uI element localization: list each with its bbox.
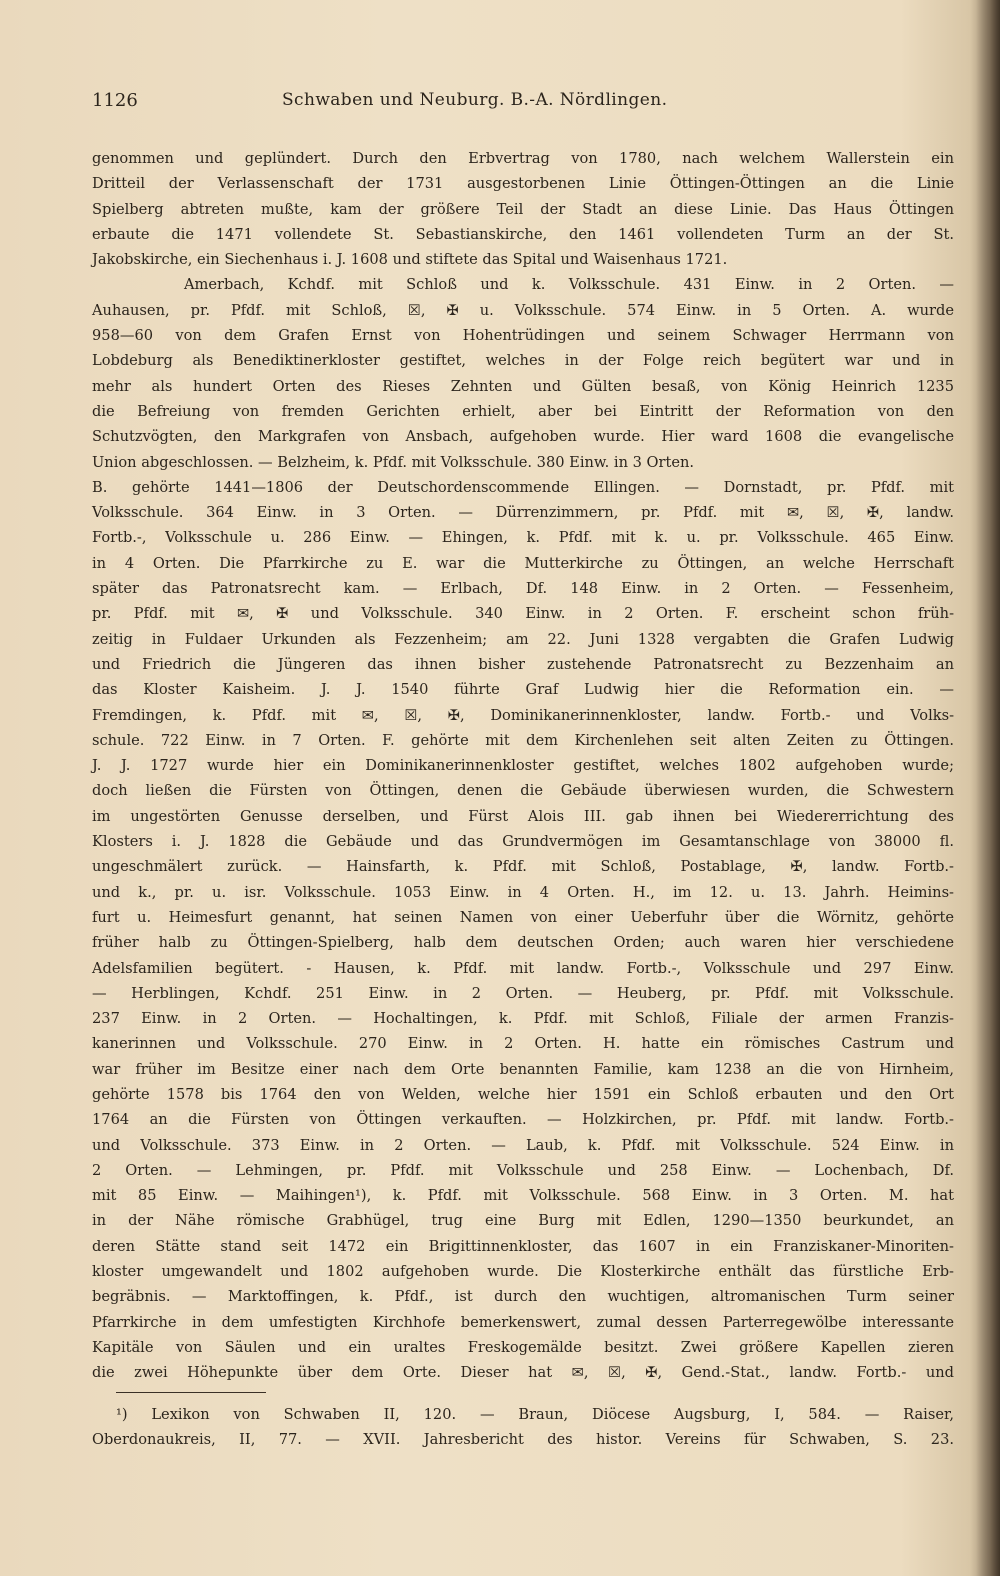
- text-line: und Friedrich die Jüngeren das ihnen bisher zustehende Patronatsrecht zu Bezzenhaim an: [92, 655, 954, 673]
- text-line: Volksschule. 364 Einw. in 3 Orten. — Dürrenzimmern, pr. Pfdf. mit ✉, ☒, ✠, landw.: [92, 504, 954, 522]
- text-line: Kapitäle von Säulen und ein uraltes Freskogemälde besitzt. Zwei größere Kapellen zieren: [92, 1338, 954, 1356]
- text-line: deren Stätte stand seit 1472 ein Brigittinnenkloster, das 1607 in ein Franziskaner-Minoriten-: [92, 1237, 954, 1255]
- text-line: Spielberg abtreten mußte, kam der größere Teil der Stadt an diese Linie. Das Haus Öttingen: [92, 200, 954, 218]
- text-line: mehr als hundert Orten des Rieses Zehnten und Gülten besaß, von König Heinrich 1235: [92, 377, 954, 395]
- text-line: pr. Pfdf. mit ✉, ✠ und Volksschule. 340 Einw. in 2 Orten. F. erscheint schon früh-: [92, 605, 954, 623]
- text-line: schule. 722 Einw. in 7 Orten. F. gehörte mit dem Kirchenlehen seit alten Zeiten zu Öttingen.: [92, 731, 954, 749]
- text-line: mit 85 Einw. — Maihingen¹), k. Pfdf. mit Volksschule. 568 Einw. in 3 Orten. M. hat: [92, 1187, 954, 1205]
- book-spine-shadow: [976, 0, 1000, 1576]
- page-number: 1126: [92, 90, 138, 111]
- text-line: später das Patronatsrecht kam. — Erlbach, Df. 148 Einw. in 2 Orten. — Fessenheim,: [92, 580, 954, 598]
- running-title: Schwaben und Neuburg. B.-A. Nördlingen.: [282, 90, 668, 110]
- text-line: — Herblingen, Kchdf. 251 Einw. in 2 Orten. — Heuberg, pr. Pfdf. mit Volksschule.: [92, 984, 954, 1002]
- text-line: die Befreiung von fremden Gerichten erhielt, aber bei Eintritt der Reformation von den: [92, 402, 954, 420]
- text-line: Amerbach, Kchdf. mit Schloß und k. Volksschule. 431 Einw. in 2 Orten. —: [184, 276, 954, 294]
- text-line: 237 Einw. in 2 Orten. — Hochaltingen, k. Pfdf. mit Schloß, Filiale der armen Franzis-: [92, 1010, 954, 1028]
- footnote-divider: [116, 1392, 266, 1393]
- page-header: [92, 90, 912, 116]
- text-line: Jakobskirche, ein Siechenhaus i. J. 1608 und stiftete das Spital und Waisenhaus 1721.: [92, 251, 728, 269]
- footnote-line: Oberdonaukreis, II, 77. — XVII. Jahresbericht des histor. Vereins für Schwaben, S. 23.: [92, 1431, 954, 1449]
- text-line: und k., pr. u. isr. Volksschule. 1053 Einw. in 4 Orten. H., im 12. u. 13. Jahrh. Heimins-: [92, 883, 954, 901]
- text-line: Dritteil der Verlassenschaft der 1731 ausgestorbenen Linie Öttingen-Öttingen an die Linie: [92, 175, 954, 193]
- text-line: im ungestörten Genusse derselben, und Fürst Alois III. gab ihnen bei Wiedererrichtung des: [92, 807, 954, 825]
- text-line: früher halb zu Öttingen-Spielberg, halb dem deutschen Orden; auch waren hier verschiedene: [92, 934, 954, 952]
- text-line: in der Nähe römische Grabhügel, trug eine Burg mit Edlen, 1290—1350 beurkundet, an: [92, 1212, 954, 1230]
- text-line: Pfarrkirche in dem umfestigten Kirchhofe bemerkenswert, zumal dessen Parterregewölbe interessante: [92, 1313, 954, 1331]
- text-line: Klosters i. J. 1828 die Gebäude und das Grundvermögen im Gesamtanschlage von 38000 fl.: [92, 833, 954, 851]
- text-line: 958—60 von dem Grafen Ernst von Hohentrüdingen und seinem Schwager Herrmann von: [92, 327, 954, 345]
- text-line: kloster umgewandelt und 1802 aufgehoben wurde. Die Klosterkirche enthält das fürstliche Erb-: [92, 1263, 954, 1281]
- text-line: in 4 Orten. Die Pfarrkirche zu E. war die Mutterkirche zu Öttingen, an welche Herrschaft: [92, 554, 954, 572]
- text-line: das Kloster Kaisheim. J. J. 1540 führte Graf Ludwig hier die Reformation ein. —: [92, 681, 954, 699]
- text-line: begräbnis. — Marktoffingen, k. Pfdf., ist durch den wuchtigen, altromanischen Turm seiner: [92, 1288, 954, 1306]
- text-line: J. J. 1727 wurde hier ein Dominikanerinnenkloster gestiftet, welches 1802 aufgehoben wurde;: [92, 757, 954, 775]
- text-line: gehörte 1578 bis 1764 den von Welden, welche hier 1591 ein Schloß erbauten und den Ort: [92, 1085, 954, 1103]
- text-line: Lobdeburg als Benediktinerkloster gestiftet, welches in der Folge reich begütert war und in: [92, 352, 954, 370]
- text-line: 2 Orten. — Lehmingen, pr. Pfdf. mit Volksschule und 258 Einw. — Lochenbach, Df.: [92, 1161, 954, 1179]
- text-line: Schutzvögten, den Markgrafen von Ansbach, aufgehoben wurde. Hier ward 1608 die evangelische: [92, 428, 954, 446]
- text-line: furt u. Heimesfurt genannt, hat seinen Namen von einer Ueberfuhr über die Wörnitz, gehörte: [92, 908, 954, 926]
- text-line: war früher im Besitze einer nach dem Orte benannten Familie, kam 1238 an die von Hirnheim,: [92, 1060, 954, 1078]
- text-line: Union abgeschlossen. — Belzheim, k. Pfdf. mit Volksschule. 380 Einw. in 3 Orten.: [92, 453, 695, 471]
- text-line: ungeschmälert zurück. — Hainsfarth, k. Pfdf. mit Schloß, Postablage, ✠, landw. Fortb.-: [92, 858, 954, 876]
- text-line: Adelsfamilien begütert. - Hausen, k. Pfdf. mit landw. Fortb.-, Volksschule und 297 Einw.: [92, 959, 954, 977]
- body-text: [92, 146, 954, 1386]
- text-line: Fremdingen, k. Pfdf. mit ✉, ☒, ✠, Dominikanerinnenkloster, landw. Fortb.- und Volks-: [92, 706, 954, 724]
- text-line: Auhausen, pr. Pfdf. mit Schloß, ☒, ✠ u. Volksschule. 574 Einw. in 5 Orten. A. wurde: [92, 301, 954, 319]
- text-line: und Volksschule. 373 Einw. in 2 Orten. — Laub, k. Pfdf. mit Volksschule. 524 Einw. in: [92, 1136, 954, 1154]
- footnote: [92, 1402, 954, 1453]
- text-line: genommen und geplündert. Durch den Erbvertrag von 1780, nach welchem Wallerstein ein: [92, 150, 954, 167]
- text-line: doch ließen die Fürsten von Öttingen, denen die Gebäude überwiesen wurden, die Schwestern: [92, 782, 954, 800]
- text-line: kanerinnen und Volksschule. 270 Einw. in 2 Orten. H. hatte ein römisches Castrum und: [92, 1035, 954, 1053]
- text-line: B. gehörte 1441—1806 der Deutschordenscommende Ellingen. — Dornstadt, pr. Pfdf. mit: [92, 478, 954, 496]
- text-line: die zwei Höhepunkte über dem Orte. Dieser hat ✉, ☒, ✠, Gend.-Stat., landw. Fortb.- und: [92, 1364, 954, 1382]
- footnote-line: ¹) Lexikon von Schwaben II, 120. — Braun, Diöcese Augsburg, I, 584. — Raiser,: [116, 1406, 954, 1423]
- text-line: 1764 an die Fürsten von Öttingen verkauften. — Holzkirchen, pr. Pfdf. mit landw. Fortb.-: [92, 1111, 954, 1129]
- text-line: erbaute die 1471 vollendete St. Sebastianskirche, den 1461 vollendeten Turm an der St.: [92, 225, 954, 243]
- text-line: zeitig in Fuldaer Urkunden als Fezzenheim; am 22. Juni 1328 vergabten die Grafen Ludwig: [92, 630, 954, 648]
- text-line: Fortb.-, Volksschule u. 286 Einw. — Ehingen, k. Pfdf. mit k. u. pr. Volksschule. 465 Einw.: [92, 529, 954, 547]
